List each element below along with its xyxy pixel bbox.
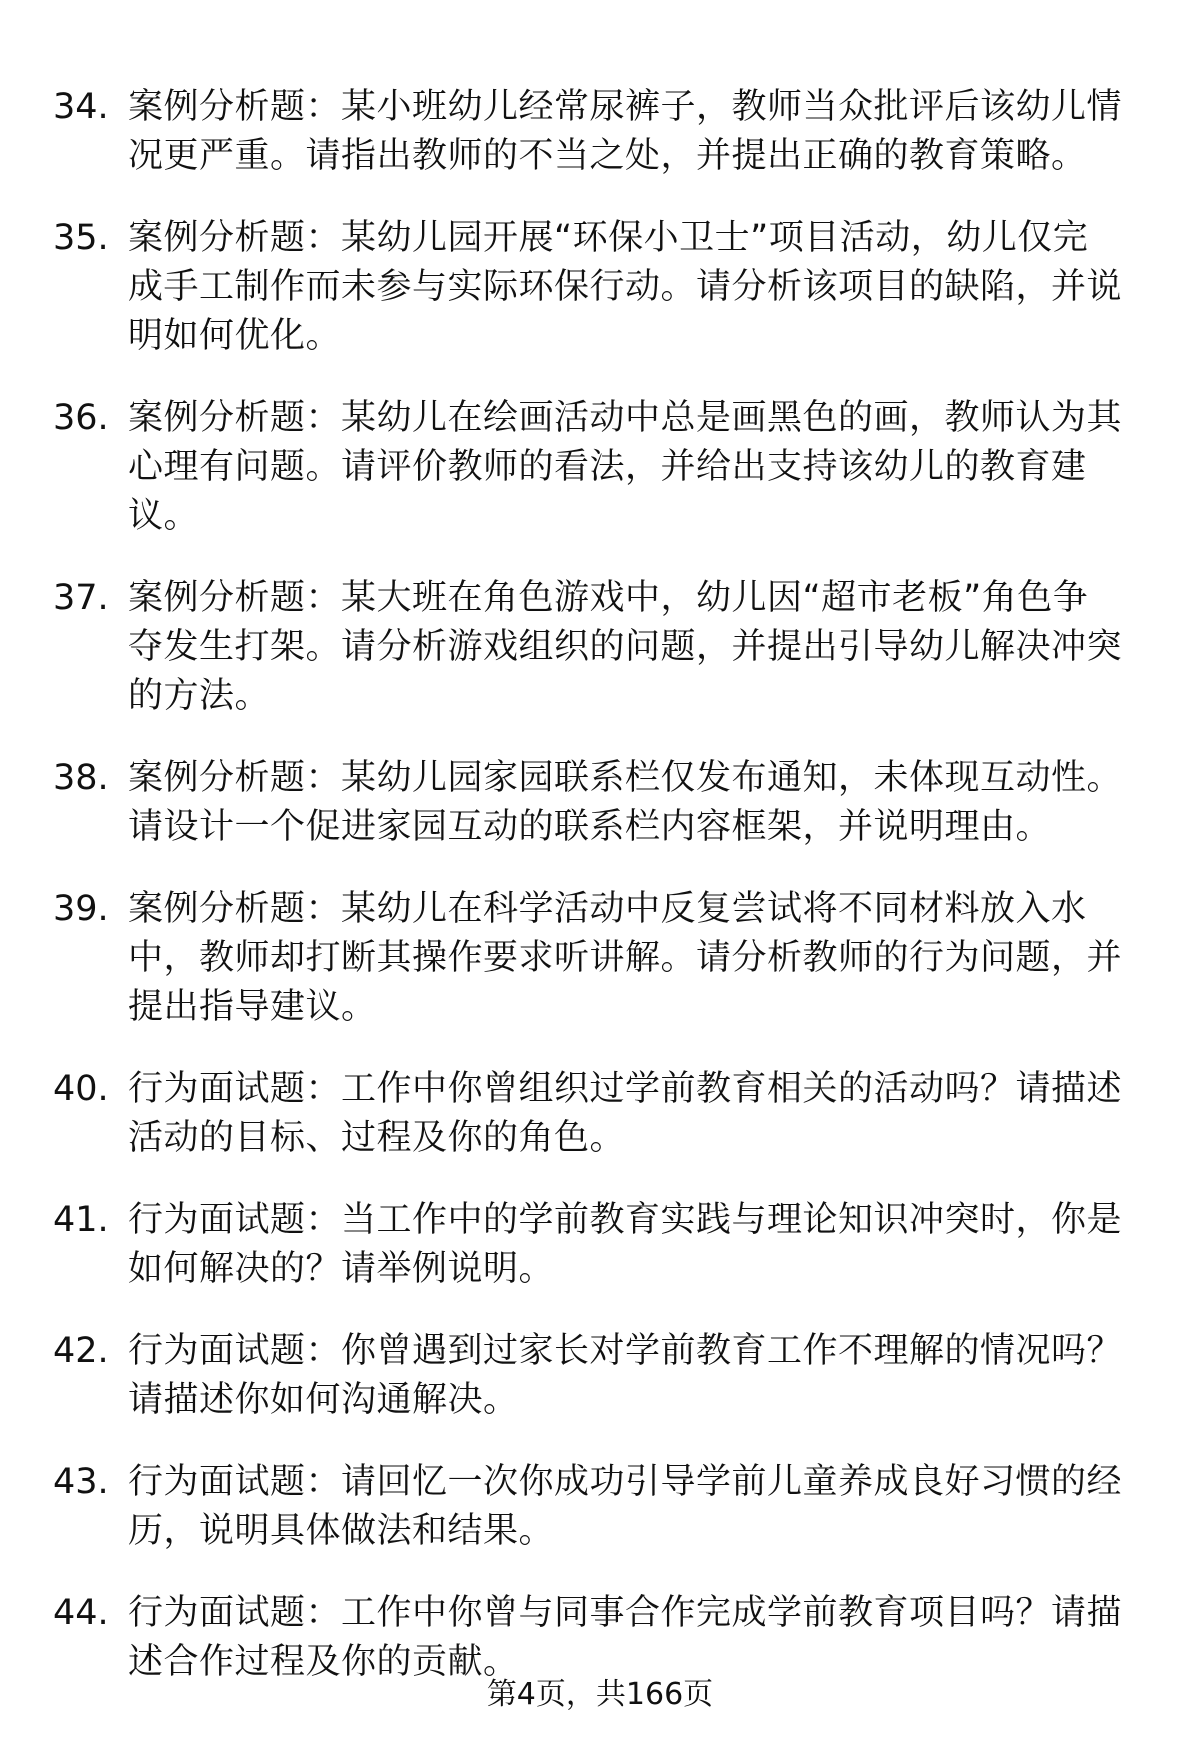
question-text-line: 案例分析题：某幼儿在科学活动中反复尝试将不同材料放入水 [128, 889, 1087, 929]
question-text-line: 行为面试题：当工作中的学前教育实践与理论知识冲突时，你是 [128, 1200, 1123, 1240]
question-number: 39. [53, 889, 109, 929]
question-text-line: 明如何优化。 [128, 316, 342, 356]
question-text-line: 行为面试题：工作中你曾组织过学前教育相关的活动吗？请描述 [128, 1069, 1123, 1109]
question-number: 43. [53, 1462, 109, 1502]
question-text [128, 214, 1168, 361]
question-text-line: 提出指导建议。 [128, 987, 377, 1027]
question-text-line: 案例分析题：某幼儿园开展“环保小卫士”项目活动，幼儿仅完 [128, 218, 1089, 258]
question-text-line: 行为面试题：请回忆一次你成功引导学前儿童养成良好习惯的经 [128, 1462, 1123, 1502]
question-text-line: 况更严重。请指出教师的不当之处，并提出正确的教育策略。 [128, 136, 1087, 176]
question-text [128, 1589, 1168, 1687]
question-text [128, 1065, 1168, 1163]
question-text [128, 885, 1168, 1032]
question-text-line: 心理有问题。请评价教师的看法，并给出支持该幼儿的教育建 [128, 447, 1087, 487]
page-footer: 第4页，共166页 [486, 1677, 714, 1712]
question-text-line: 中，教师却打断其操作要求听讲解。请分析教师的行为问题，并 [128, 938, 1123, 978]
question-number: 36. [53, 398, 109, 438]
question-number: 42. [53, 1331, 109, 1371]
question-number: 40. [53, 1069, 109, 1109]
question-number: 41. [53, 1200, 109, 1240]
question-text [128, 1196, 1168, 1294]
question-text-line: 请描述你如何沟通解决。 [128, 1380, 519, 1420]
question-text-line: 案例分析题：某小班幼儿经常尿裤子，教师当众批评后该幼儿情 [128, 87, 1123, 127]
question-text [128, 754, 1168, 852]
question-text-line: 请设计一个促进家园互动的联系栏内容框架，并说明理由。 [128, 807, 1052, 847]
question-text-line: 活动的目标、过程及你的角色。 [128, 1118, 626, 1158]
question-text [128, 83, 1168, 181]
question-number: 38. [53, 758, 109, 798]
question-text-line: 案例分析题：某幼儿园家园联系栏仅发布通知，未体现互动性。 [128, 758, 1123, 798]
question-text-line: 行为面试题：工作中你曾与同事合作完成学前教育项目吗？请描 [128, 1593, 1123, 1633]
question-text-line: 成手工制作而未参与实际环保行动。请分析该项目的缺陷，并说 [128, 267, 1123, 307]
question-number: 37. [53, 578, 109, 618]
question-text-line: 行为面试题：你曾遇到过家长对学前教育工作不理解的情况吗？ [128, 1331, 1123, 1371]
question-text [128, 1327, 1168, 1425]
question-text-line: 案例分析题：某大班在角色游戏中，幼儿因“超市老板”角色争 [128, 578, 1089, 618]
question-number: 34. [53, 87, 109, 127]
question-text [128, 574, 1168, 721]
question-text-line: 述合作过程及你的贡献。 [128, 1642, 519, 1682]
question-text-line: 案例分析题：某幼儿在绘画活动中总是画黑色的画，教师认为其 [128, 398, 1123, 438]
question-text [128, 1458, 1168, 1556]
question-text-line: 议。 [128, 496, 200, 536]
question-text [128, 394, 1168, 541]
question-text-line: 的方法。 [128, 676, 271, 716]
question-number: 44. [53, 1593, 109, 1633]
question-text-line: 夺发生打架。请分析游戏组织的问题，并提出引导幼儿解决冲突 [128, 627, 1123, 667]
question-number: 35. [53, 218, 109, 258]
question-text-line: 历，说明具体做法和结果。 [128, 1511, 555, 1551]
question-text-line: 如何解决的？请举例说明。 [128, 1249, 555, 1289]
